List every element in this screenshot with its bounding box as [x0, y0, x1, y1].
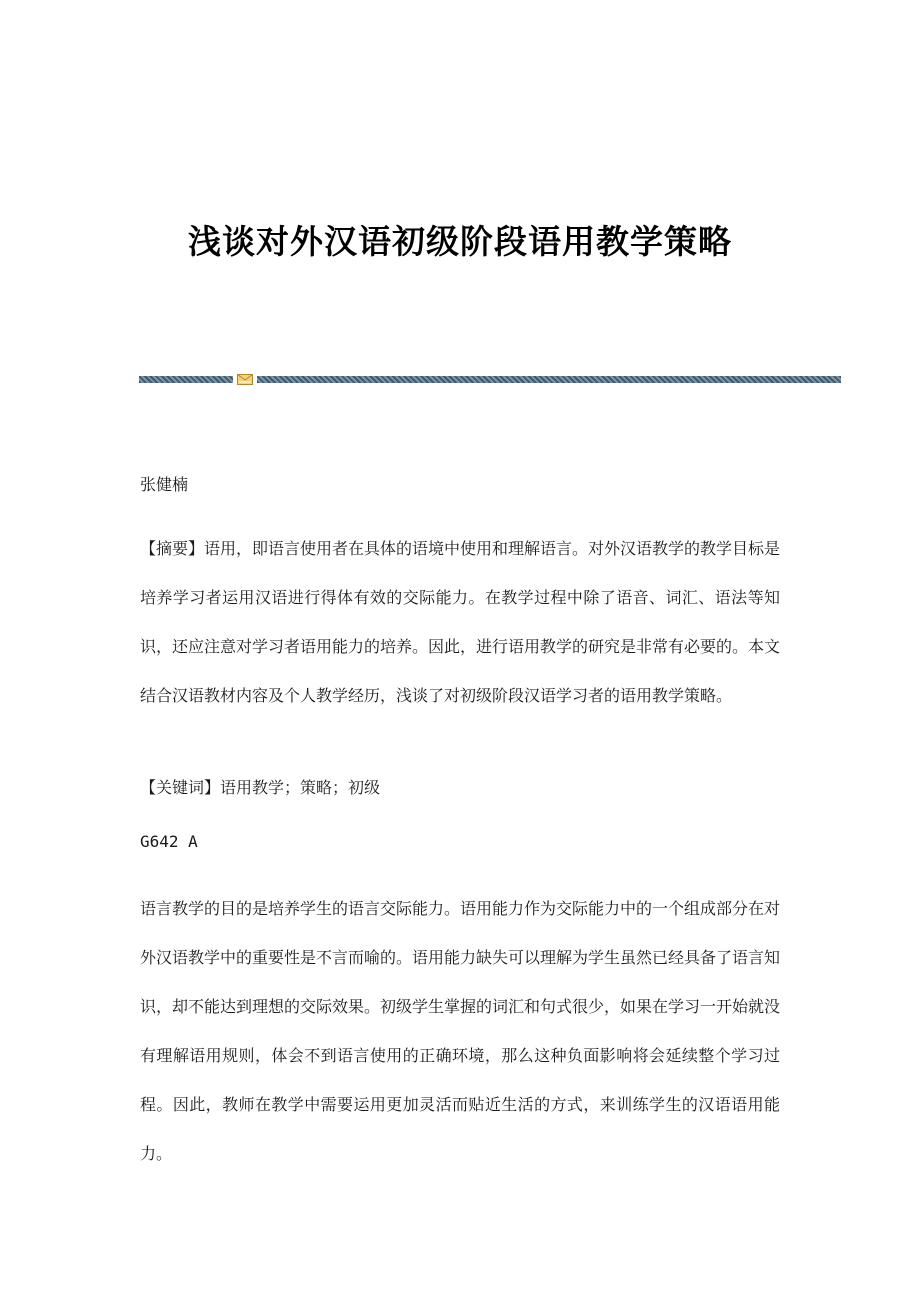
divider-bar-right: [257, 376, 841, 383]
keywords-line: 【关键词】语用教学；策略；初级: [140, 778, 381, 797]
author-name: 张健楠: [140, 475, 189, 494]
document-title: 浅谈对外汉语初级阶段语用教学策略: [188, 222, 732, 261]
abstract-text: 【摘要】语用，即语言使用者在具体的语境中使用和理解语言。对外汉语教学的教学目标是培养学习者运用汉语进行得体有效的交际能力。在教学过程中除了语音、词汇、语法等知识，还应注意对学习者语用能力的培养。因此，进行语用教学的研究是非常有必要的。本文结合汉语教材内容及个人教学经历，浅谈了对初级阶段汉语学习者的语用教学策略。: [140, 539, 781, 705]
divider-bar-left: [139, 376, 233, 383]
envelope-ornament-icon: [237, 374, 253, 385]
title-divider: [139, 374, 841, 384]
body-paragraph: [140, 884, 780, 1178]
body-paragraph-text: 语言教学的目的是培养学生的语言交际能力。语用能力作为交际能力中的一个组成部分在对外汉语教学中的重要性是不言而喻的。语用能力缺失可以理解为学生虽然已经具备了语言知识，却不能达到理想的交际效果。初级学生掌握的词汇和句式很少，如果在学习一开始就没有理解语用规则，体会不到语言使用的正确环境，那么这种负面影响将会延续整个学习过程。因此，教师在教学中需要运用更加灵活而贴近生活的方式，来训练学生的汉语语用能力。: [140, 899, 781, 1163]
classification-code: G642 A: [140, 832, 198, 851]
abstract-paragraph: [140, 524, 780, 720]
